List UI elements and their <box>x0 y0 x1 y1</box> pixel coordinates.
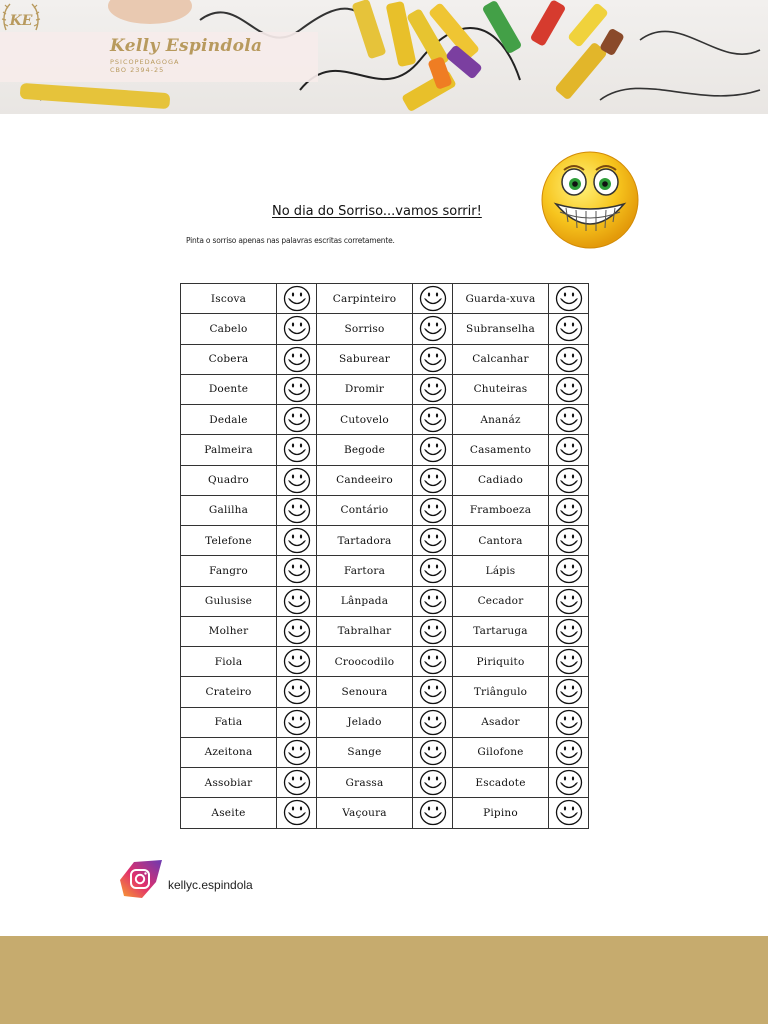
smiley-outline-icon[interactable] <box>555 467 583 494</box>
word-cell: Piriquito <box>453 647 549 677</box>
smiley-cell[interactable] <box>549 435 589 465</box>
smiley-outline-icon[interactable] <box>283 346 311 373</box>
smiley-cell[interactable] <box>413 405 453 435</box>
footer-band <box>0 936 768 1024</box>
smiley-cell[interactable] <box>549 737 589 767</box>
smiley-outline-icon[interactable] <box>283 678 311 705</box>
smiley-cell[interactable] <box>277 405 317 435</box>
smiley-cell[interactable] <box>549 707 589 737</box>
smiley-outline-icon[interactable] <box>283 467 311 494</box>
word-cell: Ananáz <box>453 405 549 435</box>
smiley-outline-icon[interactable] <box>555 739 583 766</box>
word-cell: Escadote <box>453 768 549 798</box>
smiley-outline-icon[interactable] <box>555 497 583 524</box>
smiley-cell[interactable] <box>549 586 589 616</box>
word-cell: Guarda-xuva <box>453 284 549 314</box>
word-cell: Fangro <box>181 556 277 586</box>
smiley-outline-icon[interactable] <box>555 436 583 463</box>
word-cell: Molher <box>181 616 277 646</box>
smiley-outline-icon[interactable] <box>283 648 311 675</box>
smiley-cell[interactable] <box>413 768 453 798</box>
instagram-icon <box>118 858 164 900</box>
word-cell: Lânpada <box>317 586 413 616</box>
smiley-cell[interactable] <box>277 798 317 828</box>
smiley-cell[interactable] <box>549 284 589 314</box>
word-table-body <box>181 284 589 829</box>
word-cell: Quadro <box>181 465 277 495</box>
smiley-cell[interactable] <box>549 616 589 646</box>
smiley-outline-icon[interactable] <box>555 527 583 554</box>
word-cell: Fartora <box>317 556 413 586</box>
table-row <box>181 586 589 616</box>
word-cell: Asador <box>453 707 549 737</box>
smiley-outline-icon[interactable] <box>555 769 583 796</box>
smiley-outline-icon[interactable] <box>283 497 311 524</box>
brand-name: Kelly Espindola <box>110 36 263 56</box>
table-row <box>181 707 589 737</box>
smiley-cell[interactable] <box>413 465 453 495</box>
table-row <box>181 616 589 646</box>
word-cell: Doente <box>181 374 277 404</box>
word-cell: Sange <box>317 737 413 767</box>
smiley-cell[interactable] <box>413 798 453 828</box>
worksheet-title: No dia do Sorriso...vamos sorrir! <box>272 204 482 219</box>
smiley-cell[interactable] <box>413 435 453 465</box>
word-cell: Fatia <box>181 707 277 737</box>
smiley-cell[interactable] <box>277 344 317 374</box>
smiley-outline-icon[interactable] <box>419 346 447 373</box>
smiley-cell[interactable] <box>413 374 453 404</box>
word-cell: Tartadora <box>317 526 413 556</box>
smiley-cell[interactable] <box>277 707 317 737</box>
word-cell: Triângulo <box>453 677 549 707</box>
smiley-outline-icon[interactable] <box>283 799 311 826</box>
smiley-outline-icon[interactable] <box>555 315 583 342</box>
smiley-cell[interactable] <box>413 495 453 525</box>
smiley-cell[interactable] <box>549 768 589 798</box>
smiley-outline-icon[interactable] <box>419 497 447 524</box>
word-cell: Assobiar <box>181 768 277 798</box>
table-row <box>181 435 589 465</box>
word-cell: Palmeira <box>181 435 277 465</box>
smiley-cell[interactable] <box>413 737 453 767</box>
table-row <box>181 526 589 556</box>
smiley-outline-icon[interactable] <box>419 557 447 584</box>
smiley-outline-icon[interactable] <box>283 376 311 403</box>
smiley-outline-icon[interactable] <box>555 648 583 675</box>
smiley-cell[interactable] <box>549 314 589 344</box>
smiley-cell[interactable] <box>277 465 317 495</box>
word-cell: Contário <box>317 495 413 525</box>
smiley-outline-icon[interactable] <box>419 315 447 342</box>
word-cell: Tabralhar <box>317 616 413 646</box>
word-cell: Framboeza <box>453 495 549 525</box>
smiley-outline-icon[interactable] <box>283 618 311 645</box>
smiley-cell[interactable] <box>549 647 589 677</box>
smiley-cell[interactable] <box>549 465 589 495</box>
smiley-outline-icon[interactable] <box>555 346 583 373</box>
smiley-cell[interactable] <box>277 677 317 707</box>
table-row <box>181 768 589 798</box>
smiley-outline-icon[interactable] <box>555 557 583 584</box>
word-cell: Saburear <box>317 344 413 374</box>
brand-subtitle <box>110 58 180 74</box>
table-row <box>181 405 589 435</box>
word-cell: Senoura <box>317 677 413 707</box>
smiley-cell[interactable] <box>413 677 453 707</box>
smiley-cell[interactable] <box>413 314 453 344</box>
table-row <box>181 374 589 404</box>
smiley-outline-icon[interactable] <box>419 467 447 494</box>
smiley-cell[interactable] <box>549 405 589 435</box>
smiley-outline-icon[interactable] <box>555 588 583 615</box>
worksheet-instruction: Pinta o sorriso apenas nas palavras escritas corretamente. <box>186 236 395 245</box>
smiley-cell[interactable] <box>277 495 317 525</box>
word-cell: Dedale <box>181 405 277 435</box>
smiley-outline-icon[interactable] <box>419 769 447 796</box>
smiley-outline-icon[interactable] <box>419 376 447 403</box>
word-cell: Jelado <box>317 707 413 737</box>
table-row <box>181 737 589 767</box>
table-row <box>181 465 589 495</box>
grinning-smiley-icon <box>538 148 642 252</box>
brand-cbo: CBO 2394-25 <box>110 66 165 74</box>
word-cell: Cobera <box>181 344 277 374</box>
table-row <box>181 677 589 707</box>
smiley-outline-icon[interactable] <box>555 406 583 433</box>
smiley-cell[interactable] <box>277 374 317 404</box>
smiley-cell[interactable] <box>413 647 453 677</box>
word-cell: Azeitona <box>181 737 277 767</box>
smiley-outline-icon[interactable] <box>419 436 447 463</box>
smiley-cell[interactable] <box>413 344 453 374</box>
smiley-cell[interactable] <box>413 616 453 646</box>
word-cell: Subranselha <box>453 314 549 344</box>
word-cell: Chuteiras <box>453 374 549 404</box>
smiley-outline-icon[interactable] <box>555 285 583 312</box>
word-cell: Candeeiro <box>317 465 413 495</box>
header-banner <box>0 0 768 114</box>
smiley-outline-icon[interactable] <box>283 527 311 554</box>
smiley-cell[interactable] <box>277 616 317 646</box>
smiley-outline-icon[interactable] <box>555 618 583 645</box>
word-cell: Tartaruga <box>453 616 549 646</box>
word-cell: Telefone <box>181 526 277 556</box>
smiley-outline-icon[interactable] <box>555 709 583 736</box>
smiley-outline-icon[interactable] <box>419 648 447 675</box>
word-cell: Vaçoura <box>317 798 413 828</box>
word-cell: Iscova <box>181 284 277 314</box>
word-cell: Galilha <box>181 495 277 525</box>
brand-role: PSICOPEDAGOGA <box>110 58 180 66</box>
smiley-outline-icon[interactable] <box>419 618 447 645</box>
word-cell: Cantora <box>453 526 549 556</box>
table-row <box>181 647 589 677</box>
smiley-outline-icon[interactable] <box>419 739 447 766</box>
table-row <box>181 344 589 374</box>
word-cell: Pipino <box>453 798 549 828</box>
smiley-outline-icon[interactable] <box>419 406 447 433</box>
table-row <box>181 495 589 525</box>
smiley-cell[interactable] <box>277 314 317 344</box>
smiley-cell[interactable] <box>413 526 453 556</box>
smiley-outline-icon[interactable] <box>283 588 311 615</box>
smiley-cell[interactable] <box>549 798 589 828</box>
smiley-outline-icon[interactable] <box>555 376 583 403</box>
table-row <box>181 556 589 586</box>
word-cell: Cecador <box>453 586 549 616</box>
word-cell: Grassa <box>317 768 413 798</box>
smiley-outline-icon[interactable] <box>419 527 447 554</box>
word-cell: Dromir <box>317 374 413 404</box>
word-cell: Begode <box>317 435 413 465</box>
instagram-handle[interactable]: kellyc.espindola <box>168 878 253 892</box>
smiley-cell[interactable] <box>277 435 317 465</box>
smiley-outline-icon[interactable] <box>283 557 311 584</box>
smiley-cell[interactable] <box>277 556 317 586</box>
smiley-cell[interactable] <box>549 556 589 586</box>
smiley-cell[interactable] <box>277 284 317 314</box>
smiley-outline-icon[interactable] <box>555 678 583 705</box>
smiley-cell[interactable] <box>549 495 589 525</box>
smiley-cell[interactable] <box>277 647 317 677</box>
word-cell: Sorriso <box>317 314 413 344</box>
smiley-cell[interactable] <box>277 768 317 798</box>
word-cell: Cutovelo <box>317 405 413 435</box>
table-row <box>181 798 589 828</box>
smiley-cell[interactable] <box>549 344 589 374</box>
brand-logo-icon <box>0 0 42 40</box>
word-cell: Calcanhar <box>453 344 549 374</box>
word-cell: Aseite <box>181 798 277 828</box>
smiley-outline-icon[interactable] <box>419 799 447 826</box>
smiley-outline-icon[interactable] <box>283 315 311 342</box>
table-row <box>181 314 589 344</box>
smiley-cell[interactable] <box>549 374 589 404</box>
smiley-cell[interactable] <box>277 737 317 767</box>
smiley-outline-icon[interactable] <box>283 406 311 433</box>
smiley-outline-icon[interactable] <box>283 285 311 312</box>
word-cell: Croocodilo <box>317 647 413 677</box>
smiley-cell[interactable] <box>413 586 453 616</box>
smiley-cell[interactable] <box>549 526 589 556</box>
word-cell: Gilofone <box>453 737 549 767</box>
smiley-cell[interactable] <box>277 526 317 556</box>
word-cell: Casamento <box>453 435 549 465</box>
smiley-outline-icon[interactable] <box>419 285 447 312</box>
word-cell: Crateiro <box>181 677 277 707</box>
smiley-cell[interactable] <box>413 556 453 586</box>
table-row <box>181 284 589 314</box>
smiley-outline-icon[interactable] <box>419 678 447 705</box>
smiley-outline-icon[interactable] <box>283 709 311 736</box>
smiley-cell[interactable] <box>277 586 317 616</box>
smiley-cell[interactable] <box>413 284 453 314</box>
word-cell: Lápis <box>453 556 549 586</box>
word-cell: Cabelo <box>181 314 277 344</box>
logo-initials: KE <box>9 13 33 29</box>
smiley-outline-icon[interactable] <box>419 709 447 736</box>
smiley-outline-icon[interactable] <box>555 799 583 826</box>
word-table <box>180 283 589 829</box>
word-cell: Cadiado <box>453 465 549 495</box>
word-cell: Gulusise <box>181 586 277 616</box>
smiley-outline-icon[interactable] <box>283 436 311 463</box>
smiley-outline-icon[interactable] <box>419 588 447 615</box>
smiley-cell[interactable] <box>413 707 453 737</box>
smiley-outline-icon[interactable] <box>283 739 311 766</box>
smiley-cell[interactable] <box>549 677 589 707</box>
word-cell: Fiola <box>181 647 277 677</box>
word-cell: Carpinteiro <box>317 284 413 314</box>
smiley-outline-icon[interactable] <box>283 769 311 796</box>
